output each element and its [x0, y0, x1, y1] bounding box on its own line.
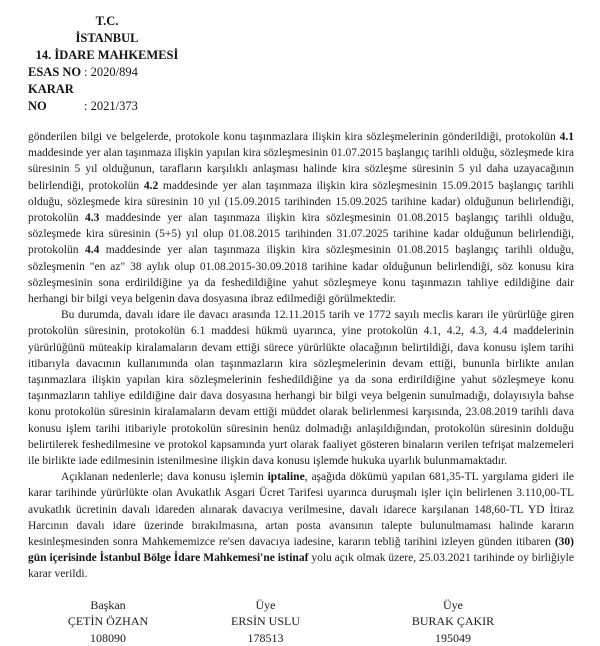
- karar-no-value: : 2021/373: [84, 99, 138, 113]
- karar-no-row: [28, 81, 600, 115]
- text-segment: yolu açık olmak üzere, 25.03.2021 tarihinde oy birliğiyle karar verildi.: [28, 552, 574, 581]
- signature-id: 108090: [90, 630, 126, 645]
- court-decision-document: [0, 13, 600, 645]
- text-segment: maddesinde yer alan taşınmaza ilişkin kira sözleşmesinin 01.08.2015 başlangıç tarihli olduğu, sözleşmede kira süresinin (5+5) yıl olup 01.08.2015 tarihinden 31.07.2025 tarihine kadar olduğunun belirlendiği, protokolün: [28, 212, 574, 257]
- text-segment: Açıklanan nedenlerle; dava konusu işlemin: [61, 471, 268, 484]
- text-segment: gönderilen bilgi ve belgelerde, protokole konu taşınmazlara ilişkin kira sözleşmelerinin gönderildiği, protokolün: [28, 131, 560, 143]
- signature-block-president: [28, 597, 188, 646]
- esas-no-value: : 2020/894: [84, 65, 138, 79]
- signature-id: 195049: [435, 630, 471, 645]
- karar-no-label: KARAR NO: [28, 82, 74, 113]
- bold-text-segment: 4.1: [559, 131, 574, 143]
- decision-body: [28, 129, 574, 583]
- signature-title: Üye: [443, 597, 463, 612]
- paragraph: [28, 469, 574, 582]
- court-header: [28, 13, 186, 64]
- republic-label: T.C.: [95, 14, 119, 28]
- signature-title: Başkan: [90, 597, 126, 612]
- paragraph: [28, 307, 574, 469]
- signature-block-member-1: [188, 597, 343, 646]
- signature-row: [0, 597, 600, 646]
- text-segment: maddesinde yer alan taşınmaza ilişkin yapılan kira sözleşmesinin 01.07.2015 başlangıç tarihli olduğu, sözleşmede kira süresinin 5 yıl olduğunun, tarafların karşılıklı anlaşması halinde kira sözleşme süresinin 5 yıl daha uzayacağının belirlendiği, protokolün: [28, 147, 574, 192]
- esas-no-row: [28, 64, 600, 81]
- case-numbers: [28, 64, 600, 115]
- court-name: 14. İDARE MAHKEMESİ: [35, 48, 179, 62]
- bold-text-segment: (30) gün içerisinde İstanbul Bölge İdare Mahkemesi'ne istinaf: [28, 536, 574, 565]
- bold-text-segment: iptaline: [267, 471, 305, 484]
- bold-text-segment: 4.2: [143, 179, 159, 192]
- paragraph: [28, 129, 574, 307]
- text-segment: Bu durumda, davalı idare ile davacı arasında 12.11.2015 tarih ve 1772 sayılı meclis kararı ile yürürlüğe giren protokolün süresinin, protokolün 6.1 maddesi hükmü uyarınca, yine protokolün 4.1, 4.2, 4.3, 4.4 maddelerinin yürürlüğünü müteakip kiralamaların devam ettiği sürece yürürlükte olacağının belirtildiği, dava konusu işlem tarihi itibarıyla davacının kullanımında olan taşınmazların kira sözleşmelerinin devam ettiği, bununla birlikte anılan taşınmazlara ilişkin yapılan kira sözleşmelerinin feshedildiğine ya da sona erdirildiğine yahut sözleşmeye konu taşınmazların tahliye edildiğine dair dava dosyasına herhangi bir bilgi veya belgenin sunulmadığı, dolayısıyla bahse konu protokolün süresinin kiralamaların devam ettiği müddet olarak belirlenmesi karşısında, 23.08.2019 tarihli dava konusu işlem tarihi itibariyle protokolün süresinin henüz dolmadığı anlaşıldığından, protokolün süresinin dolduğu belirtilerek feshedilmesine ve protokol kapsamında yurt olarak faaliyet gösteren binaların verilen tefrişat malzemeleri ile birlikte iade edilmesinin istenilmesine ilişkin dava konusu işlemde hukuka uyarlık bulunmamaktadır.: [28, 309, 574, 468]
- signature-name: ERSİN USLU: [230, 614, 300, 629]
- signature-name: BURAK ÇAKIR: [411, 614, 495, 629]
- city-label: İSTANBUL: [75, 31, 139, 45]
- signature-name: ÇETİN ÖZHAN: [67, 614, 149, 629]
- signature-title: Üye: [255, 597, 276, 612]
- text-segment: maddesinde yer alan taşınmaza ilişkin kira sözleşmesinin 15.09.2015 başlangıç tarihli olduğu, sözleşmede kira süresinin 10 yıl (15.09.2015 tarihinden 15.09.2025 tarihine kadar) olduğunun belirlendiği, protokolün: [28, 179, 574, 225]
- text-segment: , aşağıda dökümü yapılan 681,35-TL yargılama gideri ile karar tarihinde yürürlükte olan Avukatlık Asgari Ücret Tarifesi uyarınca duruşmalı işler için belirlenen 3.110,00-TL avukatlık ücretinin davalı idareden alınarak davacıya verilmesine, davalı idarece karşılanan 148,60-TL YD İtiraz Harcının davalı idare üzerinde bırakılmasına, artan posta avansının talepte bulunulmaması halinde kararın kesinleşmesinden sonra Mahkememizce re'sen davacıya iadesine, kararın tebliğ tarihini izleyen günden itibaren: [28, 471, 574, 549]
- bold-text-segment: 4.3: [84, 212, 100, 225]
- signature-id: 178513: [247, 630, 284, 645]
- signature-block-member-2: [371, 597, 535, 646]
- bold-text-segment: 4.4: [84, 244, 100, 257]
- text-segment: maddesinde yer alan taşınmaza ilişkin kira sözleşmesinin 01.08.2015 başlangıç tarihli olduğu, sözleşmenin "en az" 38 aylık olup 01.08.2015-30.09.2018 tarihine kadar olduğunun belirlendiği, söz konusu kira sözleşmesinin sona erdirildiğine ya da feshedildiğine yahut sözleşmeye konu taşınmazın tahliye edildiğine dair herhangi bir bilgi veya belgenin dava dosyasına ibraz edilmediği görülmektedir.: [28, 244, 574, 306]
- esas-no-label: ESAS NO: [28, 65, 82, 79]
